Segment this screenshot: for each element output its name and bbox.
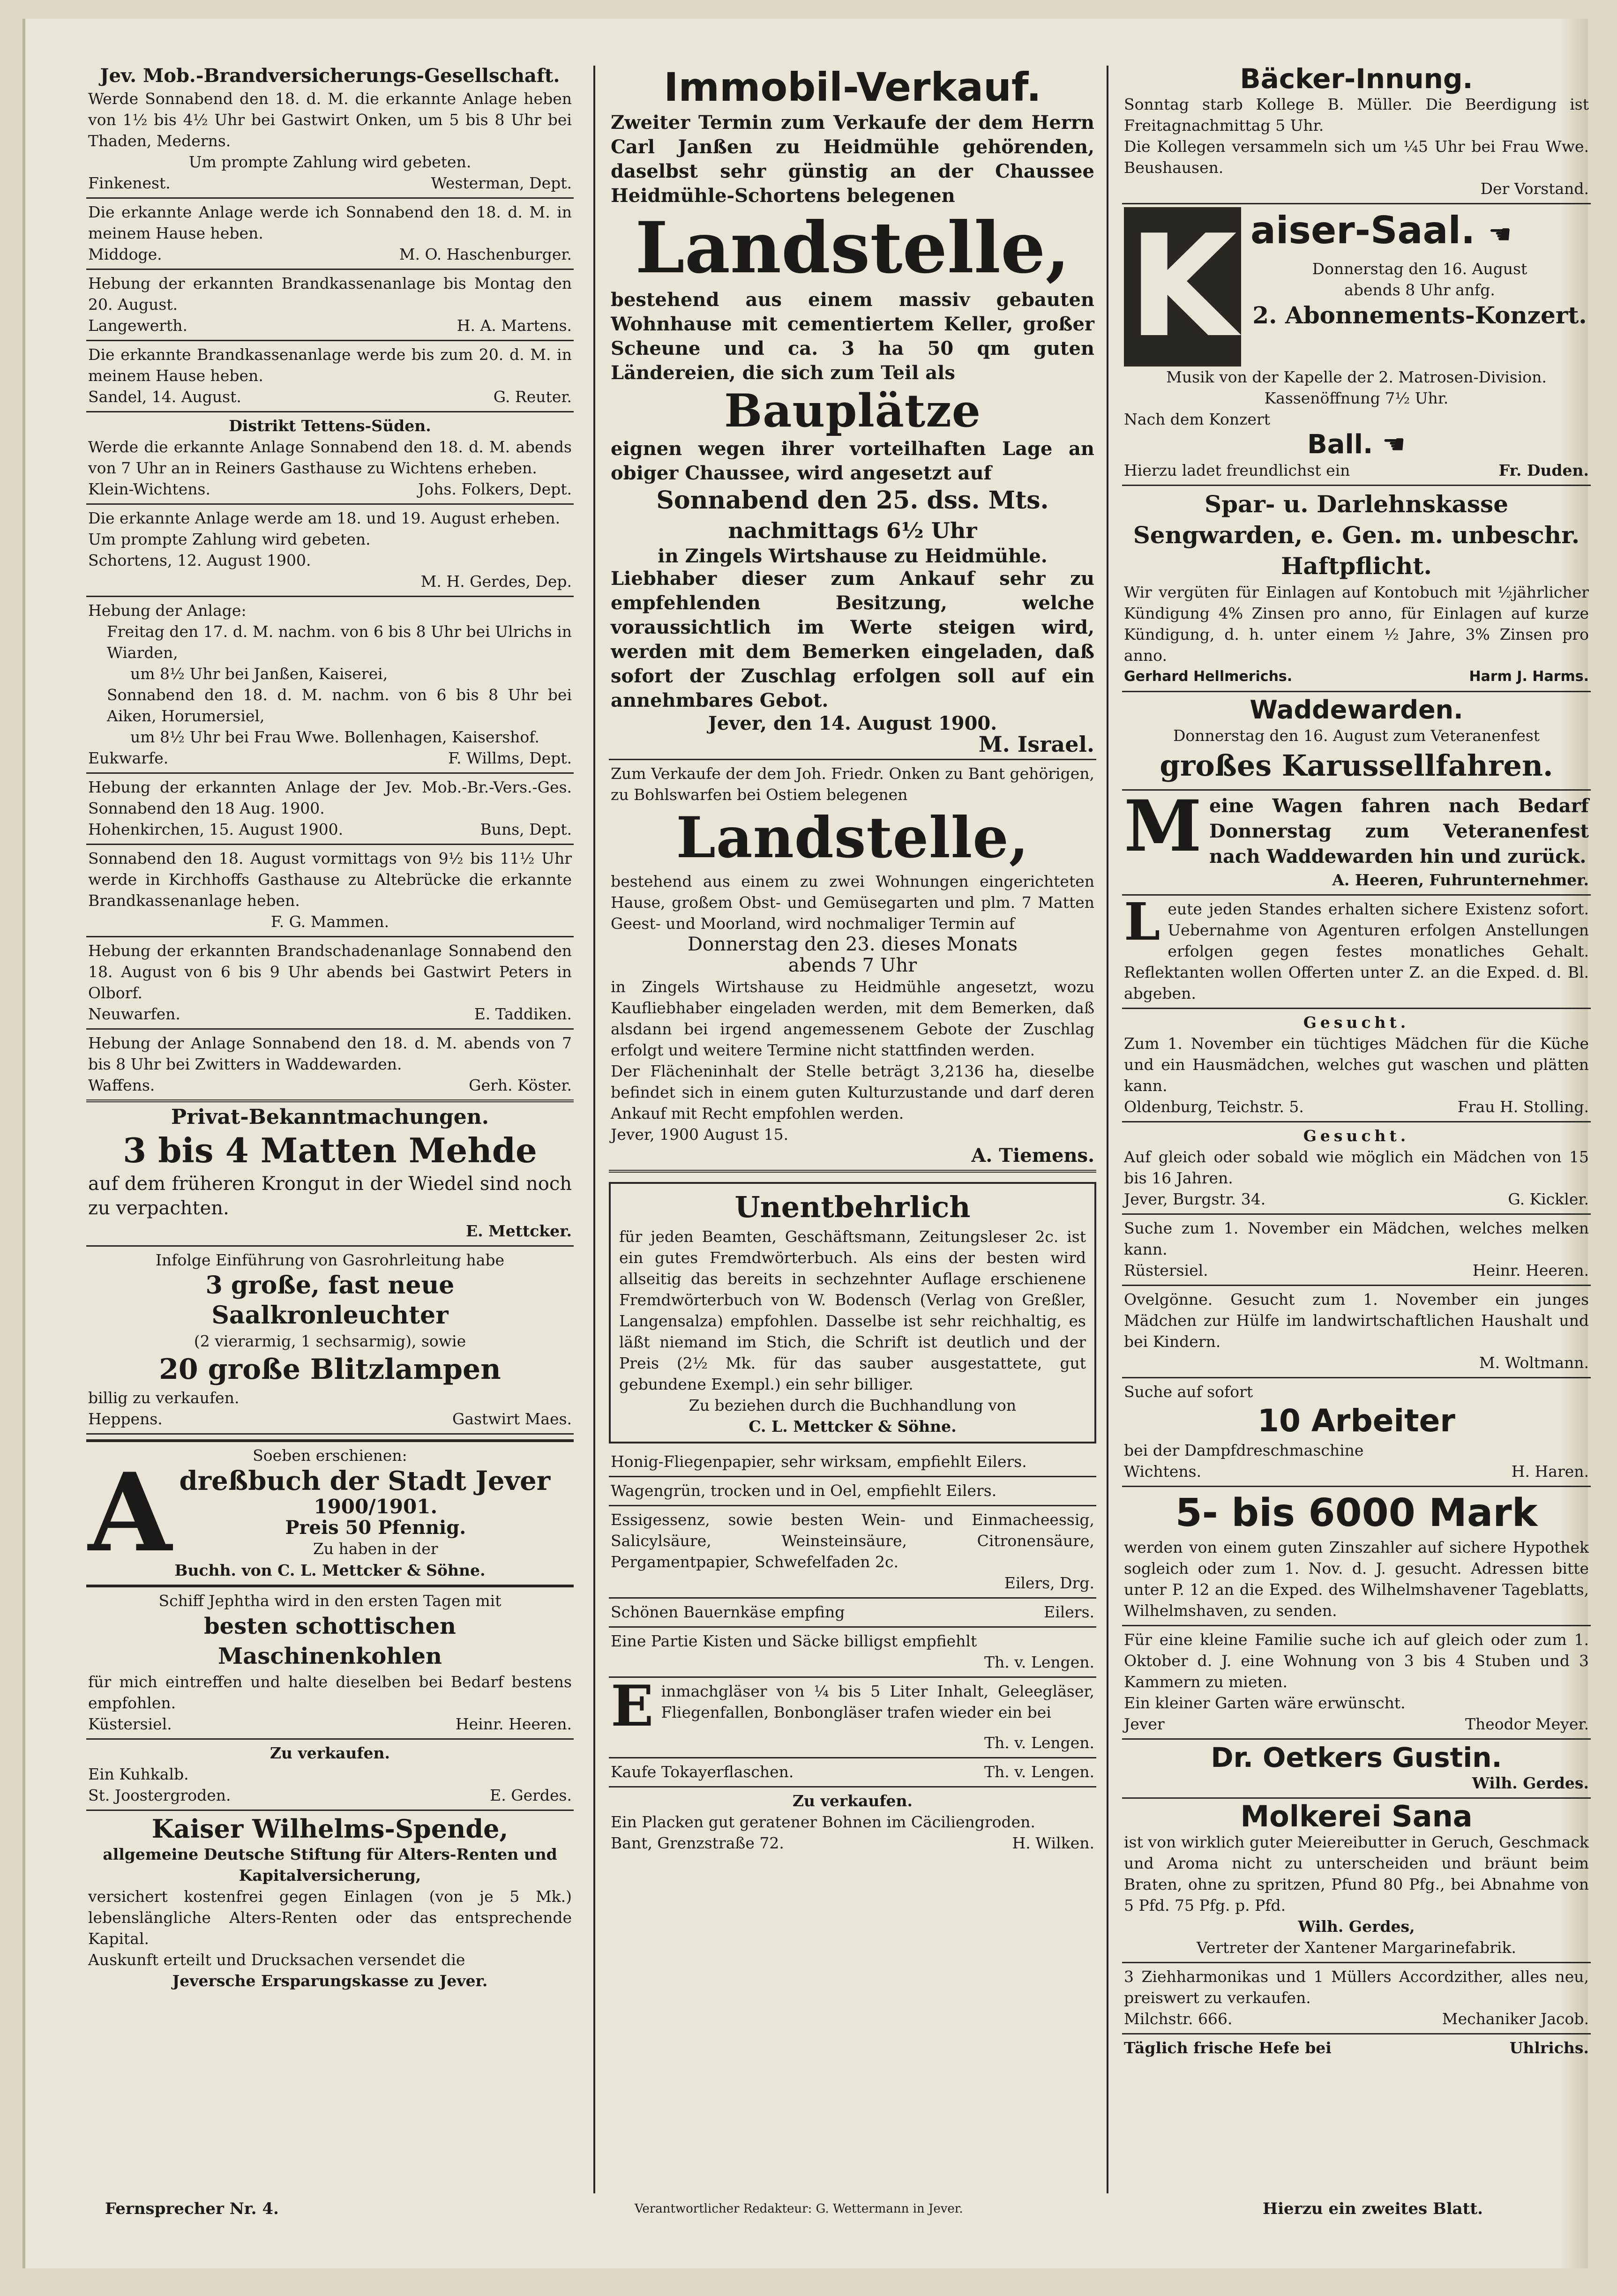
column-rule-1	[593, 66, 595, 2193]
ad-mehde	[86, 1102, 574, 1247]
ad-signature: Gerhard Hellmerichs. Harm J. Harms.	[1124, 668, 1589, 685]
ad-text: Wir vergüten für Einlagen auf Kontobuch mit ½jährlicher Kündigung 4% Zinsen pro anno, für Einlagen auf kurze Kündigung, d. h. unter einem ½ Jahre, 3% Zinsen pro anno.	[1124, 583, 1589, 665]
ad-existenz	[1122, 891, 1591, 1009]
ad-signature: Hierzu ladet freundlichst ein Fr. Duden.	[1124, 461, 1589, 479]
ad-hefe	[1122, 2034, 1591, 2062]
ad-name: F. G. Mammen.	[270, 912, 389, 931]
ad-signature: Heppens. Gastwirt Maes.	[88, 1410, 572, 1428]
ad-signature: Kaufe Tokayerflaschen. Th. v. Lengen.	[611, 1763, 1094, 1781]
ad-title: Zu verkaufen.	[270, 1744, 390, 1762]
ad-unentbehrlich	[609, 1182, 1096, 1443]
ad-name: M. Israel.	[978, 732, 1094, 757]
ad-text: auf dem früheren Krongut in der Wiedel sind noch zu verpachten.	[88, 1173, 572, 1219]
ad-big-bauplaetze: Bauplätze	[724, 384, 981, 437]
ad-title: Distrikt Tettens-Süden.	[229, 417, 431, 435]
ad-kisten-saecke	[609, 1628, 1096, 1678]
ad-sign-date: Jever, 1900 August 15.	[611, 1125, 789, 1144]
ad-text-2: Auskunft erteilt und Drucksachen versendet die	[88, 1951, 465, 1969]
ad-text: Eine Partie Kisten und Säcke billigst empfiehlt	[611, 1632, 977, 1650]
ad-name: M. Woltmann.	[1479, 1354, 1589, 1372]
ad-date: Schortens, 12. August 1900.	[88, 551, 311, 569]
ad-neuwarfen	[86, 937, 574, 1030]
ad-headline: Dr. Oetkers Gustin.	[1211, 1742, 1502, 1773]
ad-adressbuch	[86, 1439, 574, 1587]
ad-text: billig zu verkaufen.	[88, 1389, 240, 1407]
ad-avail: Zu haben in der	[313, 1540, 438, 1558]
column-middle	[609, 61, 1096, 2198]
ad-title: Jev. Mob.-Brandversicherungs-Gesellschaft.	[100, 65, 560, 87]
ad-title: Zu verkaufen.	[792, 1792, 913, 1810]
ad-text-3: Der Flächeninhalt der Stelle beträgt 3,2136 ha, dieselbe befindet sich in einem guten Kulturzustande und darf deren Ankauf mit Recht empfohlen werden.	[611, 1062, 1094, 1122]
drop-cap: M	[1124, 785, 1202, 868]
ad-headline: Bäcker-Innung.	[1240, 63, 1473, 95]
ad-text: Zum 1. November ein tüchtiges Mädchen für die Küche und ein Hausmädchen, welches gut waschen und plätten kann.	[1124, 1034, 1589, 1095]
ad-headline: dreßbuch der Stadt Jever	[179, 1466, 551, 1496]
ad-signature: Middoge. M. O. Haschenburger.	[88, 245, 572, 263]
ad-molkerei-sana	[1122, 1799, 1591, 1963]
ad-intro: Infolge Einführung von Gasrohrleitung habe	[155, 1251, 505, 1269]
ad-brandversicherung	[86, 61, 574, 199]
ad-ziehharmonikas	[1122, 1963, 1591, 2034]
ad-text: bestehend aus einem massiv gebauten Wohnhause mit cementiertem Keller, großer Scheune und ca. 3 ha 50 qm guten Ländereien, die sich zum Teil als	[611, 289, 1094, 384]
ad-headline: besten schottischen Maschinenkohlen	[204, 1613, 456, 1669]
ad-date: Donnerstag den 16. August	[1312, 260, 1527, 278]
ad-text-2: eignen wegen ihrer vorteilhaften Lage an obiger Chaussee, wird angesetzt auf	[611, 438, 1094, 484]
ad-signature: Bant, Grenzstraße 72. H. Wilken.	[611, 1834, 1094, 1852]
ad-signature: Neuwarfen. E. Taddiken.	[88, 1005, 572, 1023]
ad-text: Die erkannte Anlage werde ich Sonnabend den 18. d. M. in meinem Hause heben.	[88, 203, 572, 242]
ad-signature: Finkenest. Westerman, Dept.	[88, 174, 572, 192]
ad-date: Donnerstag den 23. dieses Monats	[687, 934, 1018, 955]
ad-text: werden von einem guten Zinszahler auf sichere Hypothek sogleich oder zum 1. Nov. d. J. gesucht. Adressen bitte unter P. 12 an die Exped. des Wilhelmshavener Tageblatts, Wilhelmshaven, zu senden.	[1124, 1538, 1589, 1620]
ad-signature: Klein-Wichtens. Johs. Folkers, Dept.	[88, 480, 572, 498]
ad-headline: Molkerei Sana	[1240, 1799, 1473, 1833]
ad-text-2: Zu beziehen durch die Buchhandlung von	[689, 1396, 1017, 1414]
ad-text: 3 Ziehharmonikas und 1 Müllers Accordzither, alles neu, preiswert zu verkaufen.	[1124, 1967, 1589, 2007]
ad-big-landstelle: Landstelle,	[676, 805, 1029, 871]
ad-shop: C. L. Mettcker & Söhne.	[749, 1417, 957, 1436]
ad-line: um 8½ Uhr bei Janßen, Kaiserei,	[130, 665, 388, 683]
ad-text: Hebung der erkannten Anlage der Jev. Mob.-Br.-Vers.-Ges. Sonnabend den 18 Aug. 1900.	[88, 778, 572, 817]
ad-note: Um prompte Zahlung wird gebeten.	[88, 530, 371, 548]
ad-wohnung	[1122, 1626, 1591, 1740]
ad-langewerth	[86, 270, 574, 341]
ad-text: Die erkannte Anlage werde am 18. und 19. August erheben.	[88, 509, 561, 527]
ad-text: Hebung der erkannten Brandkassenanlage bis Montag den 20. August.	[88, 274, 572, 314]
ad-baecker-innung	[1122, 61, 1591, 204]
ad-text: Ovelgönne. Gesucht zum 1. November ein junges Mädchen zur Hülfe im landwirtschaftlichen Haushalt und bei Kindern.	[1124, 1290, 1589, 1351]
ad-einmachglaeser	[609, 1673, 1096, 1758]
pointing-hand-icon: ☚	[1382, 429, 1406, 460]
ad-kronleuchter	[86, 1247, 574, 1435]
ad-line: Freitag den 17. d. M. nachm. von 6 bis 8 Uhr bei Ulrichs in Wiarden,	[107, 622, 572, 662]
ad-fliegenpapier	[609, 1448, 1096, 1477]
ad-wagengruen	[609, 1477, 1096, 1506]
drop-cap: L	[1124, 891, 1160, 952]
ad-hohenkirchen	[86, 774, 574, 845]
ad-text: Für eine kleine Familie suche ich auf gleich oder zum 1. Oktober d. J. eine Wohnung von 3 bis 4 Stuben und 3 Kammern zu mieten.	[1124, 1630, 1589, 1691]
ad-text: Wagengrün, trocken und in Oel, empfiehlt Eilers.	[611, 1481, 997, 1500]
pointing-hand-icon: ☚	[1488, 219, 1512, 250]
ad-name: Th. v. Lengen.	[984, 1653, 1094, 1671]
ad-kaiser-saal	[1122, 204, 1591, 486]
drop-cap: E	[611, 1673, 654, 1739]
ad-signature: St. Joostergroden. E. Gerdes.	[88, 1786, 572, 1804]
ad-doors: Kassenöffnung 7½ Uhr.	[1264, 389, 1449, 407]
ad-signature: Hohenkirchen, 15. August 1900. Buns, Dept.	[88, 820, 572, 838]
ad-signature: Milchstr. 666. Mechaniker Jacob.	[1124, 2010, 1589, 2028]
footer-telephone: Fernsprecher Nr. 4.	[105, 2199, 279, 2218]
ad-role: Vertreter der Xantener Margarinefabrik.	[1197, 1938, 1516, 1957]
ad-line: um 8½ Uhr bei Frau Wwe. Bollenhagen, Kaisershof.	[130, 728, 539, 746]
ad-text: Ein Placken gut geratener Bohnen im Cäciliengroden.	[611, 1813, 1035, 1831]
ad-name: Der Vorstand.	[1480, 179, 1589, 198]
ad-tokayerflaschen	[609, 1758, 1096, 1787]
ad-name: A. Heeren, Fuhrunternehmer.	[1332, 871, 1589, 889]
ad-signature: Langewerth. H. A. Martens.	[88, 316, 572, 335]
ad-text-3: Liebhaber dieser zum Ankauf sehr zu empfehlenden Besitzung, welche voraussichtlich im Werte steigen wird, werden mit dem Bemerken eingeladen, daß sofort der Zuschlag erfolgen soll auf ein annehmbares Gebot.	[611, 568, 1094, 711]
ad-oetker	[1122, 1740, 1591, 1799]
ad-text: ist von wirklich guter Meiereibutter in Geruch, Geschmack und Aroma nicht zu unterscheiden und bräunt beim Braten, ohne zu spritzen, Pfund 80 Pfg., bei Abnahme von 5 Pfd. 75 Pfg. p. Pfd.	[1124, 1833, 1589, 1915]
ad-place: in Zingels Wirtshause zu Heidmühle.	[658, 545, 1048, 567]
ad-year: 1900/1901.	[314, 1495, 438, 1518]
ad-intro: Zum Verkaufe der dem Joh. Friedr. Onken zu Bant gehörigen, zu Bohlswarfen bei Ostiem belegenen	[611, 764, 1094, 804]
ad-maschinenkohlen	[86, 1587, 574, 1740]
ad-time: abends 7 Uhr	[788, 955, 917, 976]
ad-text: bei der Dampfdreschmaschine	[1124, 1441, 1364, 1459]
ad-text: Hebung der Anlage Sonnabend den 18. d. M. abends von 7 bis 8 Uhr bei Zwitters in Waddewarden.	[88, 1034, 572, 1073]
ad-headline: Spar- u. Darlehnskasse Sengwarden, e. Gen. m. unbeschr. Haftpflicht.	[1133, 490, 1580, 580]
column-rule-2	[1107, 66, 1108, 2193]
ad-landstelle-bant	[609, 760, 1096, 1173]
section-heading: Privat-Bekanntmachungen.	[171, 1105, 489, 1129]
ad-text: für jeden Beamten, Geschäftsmann, Zeitungsleser 2c. ist ein gutes Fremdwörterbuch. Als eins der besten wird allseitig das bereits in sechzehnter Auflage erschienene Fremdwörterbuch von W. Bodensch (Verlag von Greßler, Langensalza) empfohlen. Dasselbe ist sehr reichhaltig, es läßt niemand im Stich, die Schrift ist deutlich und der Preis (2½ Mk. für das sauber ausgestattete, gut gebundene Exempl.) ein sehr billiger.	[619, 1227, 1086, 1393]
ad-name: E. Mettcker.	[466, 1222, 572, 1240]
ad-headline: 10 Arbeiter	[1258, 1403, 1455, 1439]
ad-text: für mich eintreffen und halte dieselben bei Bedarf bestens empfohlen.	[88, 1673, 572, 1712]
ad-headline: Kaiser Wilhelms-Spende,	[151, 1814, 509, 1844]
ad-music: Musik von der Kapelle der 2. Matrosen-Division.	[1166, 368, 1547, 386]
ad-text-2: in Zingels Wirtshause zu Heidmühle angesetzt, wozu Kaufliebhaber eingeladen werden, mit dem Bemerken, daß alsdann bei irgend angemessenem Gebote der Zuschlag erfolgt und weitere Termine nicht stattfinden werden.	[611, 978, 1094, 1059]
ad-intro: Suche auf sofort	[1124, 1383, 1253, 1401]
ad-intro: Soeben erschienen:	[253, 1446, 407, 1465]
ad-line: Sonnabend den 18. d. M. nachm. von 6 bis 8 Uhr bei Aiken, Horumersiel,	[107, 686, 572, 725]
ad-signature: Oldenburg, Teichstr. 5. Frau H. Stolling.	[1124, 1098, 1589, 1116]
ad-text-2: Ein kleiner Garten wäre erwünscht.	[1124, 1694, 1406, 1712]
ad-name: Wilh. Gerdes,	[1298, 1917, 1415, 1936]
ad-signature: Eukwarfe. F. Willms, Dept.	[88, 749, 572, 767]
ad-name: Th. v. Lengen.	[984, 1734, 1094, 1752]
ad-tettens	[86, 412, 574, 505]
ad-text: Suche zum 1. November ein Mädchen, welches melken kann.	[1124, 1219, 1589, 1258]
ad-big-landstelle: Landstelle,	[635, 207, 1070, 289]
ad-arbeiter	[1122, 1378, 1591, 1487]
ad-immobil-verkauf	[609, 61, 1096, 760]
ad-headline-2: 20 große Blitzlampen	[159, 1353, 501, 1386]
ad-gesucht-kueche	[1122, 1009, 1591, 1122]
ad-text: Honig-Fliegenpapier, sehr wirksam, empfiehlt Eilers.	[611, 1452, 1027, 1471]
ad-title: Hebung der Anlage:	[88, 601, 247, 620]
ad-wagen	[1122, 785, 1591, 896]
ad-time: nachmittags 6½ Uhr	[728, 518, 977, 543]
ad-text: Essigessenz, sowie besten Wein- und Einmacheessig, Salicylsäure, Weinsteinsäure, Citronensäure, Pergamentpapier, Schwefelfaden 2c.	[611, 1511, 1094, 1571]
footer-editor: Verantwortlicher Redakteur: G. Wettermann in Jever.	[635, 2202, 963, 2216]
ad-after: Nach dem Konzert	[1124, 410, 1271, 428]
ad-name: Wilh. Gerdes.	[1472, 1774, 1589, 1792]
ad-text: bestehend aus einem zu zwei Wohnungen eingerichteten Hause, großem Obst- und Gemüsegarten und plm. 7 Matten Geest- und Moorland, wird nochmaliger Termin auf	[611, 872, 1094, 933]
ad-event: 2. Abonnements-Konzert.	[1252, 301, 1587, 329]
ad-signature: Wichtens. H. Haren.	[1124, 1462, 1589, 1481]
ad-headline: 3 große, fast neue Saalkronleuchter	[205, 1271, 455, 1330]
ad-text: Sonnabend den 18. August vormittags von 9½ bis 11½ Uhr werde in Kirchhoffs Gasthause zu Altebrücke die erkannte Brandkassenanlage heben.	[88, 849, 572, 910]
ad-time: abends 8 Uhr anfg.	[1344, 281, 1495, 299]
ad-name: M. H. Gerdes, Dep.	[420, 572, 572, 591]
ad-sub: allgemeine Deutsche Stiftung für Alters-Renten und Kapitalversicherung,	[103, 1845, 557, 1885]
ad-signature: Jever, Burgstr. 34. G. Kickler.	[1124, 1190, 1589, 1208]
ad-text: Werde die erkannte Anlage Sonnabend den 18. d. M. abends von 7 Uhr an in Reiners Gasthause zu Wichtens erheben.	[88, 438, 572, 477]
ad-kuhkalb	[86, 1740, 574, 1811]
ad-signature: Rüstersiel. Heinr. Heeren.	[1124, 1261, 1589, 1279]
ad-title: Gesucht.	[1303, 1013, 1410, 1032]
drop-cap-k: K	[1124, 207, 1241, 366]
ad-hebung	[86, 597, 574, 774]
ad-date: Sonnabend den 25. dss. Mts.	[656, 486, 1049, 515]
ad-bank: Jeversche Ersparungskasse zu Jever.	[172, 1972, 488, 1990]
ad-ovelgoenne	[1122, 1286, 1591, 1378]
ad-ball: Ball. ☚	[1307, 429, 1406, 460]
ad-text: Die erkannte Brandkassenanlage werde bis zum 20. d. M. in meinem Hause heben.	[88, 345, 572, 385]
ad-note: Um prompte Zahlung wird gebeten.	[188, 153, 472, 171]
ad-shop: Buchh. von C. L. Mettcker & Söhne.	[174, 1561, 486, 1579]
ad-waddewarden	[1122, 692, 1591, 791]
ad-text: Donnerstag den 16. August zum Veteranenfest	[1173, 726, 1540, 745]
ad-text: eute jeden Standes erhalten sichere Existenz sofort. Uebernahme von Agenturen erfolgen Anstellungen erfolgen gegen festes monatliches Gehalt. Reflektanten wollen Offerten unter Z. an die Exped. d. Bl. abgeben.	[1124, 900, 1589, 1002]
ad-text: Auf gleich oder sobald wie möglich ein Mädchen von 15 bis 16 Jahren.	[1124, 1148, 1589, 1187]
ad-altebruecke	[86, 845, 574, 937]
ad-big: großes Karussellfahren.	[1160, 748, 1553, 783]
ad-text: Sonntag starb Kollege B. Müller. Die Beerdigung ist Freitagnachmittag 5 Uhr.	[1124, 95, 1589, 135]
ad-headline: 3 bis 4 Matten Mehde	[123, 1130, 537, 1170]
ad-signature: Sandel, 14. August. G. Reuter.	[88, 388, 572, 406]
ad-bohnen	[609, 1787, 1096, 1857]
footer-supplement: Hierzu ein zweites Blatt.	[1263, 2199, 1483, 2218]
ad-text: eine Wagen fahren nach Bedarf Donnerstag zum Veteranenfest nach Waddewarden hin und zurück.	[1209, 795, 1589, 868]
ad-headline: Waddewarden.	[1250, 695, 1463, 725]
ad-signature: Jever Theodor Meyer.	[1124, 1715, 1589, 1733]
ad-signature: Waffens. Gerh. Köster.	[88, 1076, 572, 1094]
ad-gesucht-maedchen	[1122, 1122, 1591, 1215]
ad-name: Eilers, Drg.	[1004, 1574, 1094, 1592]
ad-headline: Immobil-Verkauf.	[664, 64, 1041, 110]
ad-kaiser-wilhelms-spende	[86, 1811, 574, 1995]
ad-waddewarden-anlage	[86, 1030, 574, 1102]
ad-sign-date: Jever, den 14. August 1900.	[708, 712, 997, 734]
ad-schortens	[86, 505, 574, 597]
ad-text: Werde Sonnabend den 18. d. M. die erkannte Anlage heben von 1½ bis 4½ Uhr bei Gastwirt Onken, um 5 bis 8 Uhr bei Thaden, Mederns.	[88, 90, 572, 150]
ad-6000-mark	[1122, 1487, 1591, 1626]
ad-signature: Täglich frische Hefe bei Uhlrichs.	[1124, 2039, 1589, 2057]
ad-bauernkaese	[609, 1599, 1096, 1628]
ad-text-2: Die Kollegen versammeln sich um ¼5 Uhr bei Frau Wwe. Beushausen.	[1124, 137, 1589, 177]
ad-middoge	[86, 199, 574, 270]
column-right	[1122, 61, 1591, 2198]
newspaper-page	[22, 19, 1588, 2268]
ad-text: Ein Kuhkalb.	[88, 1765, 189, 1783]
column-left	[86, 61, 574, 2198]
ad-price: Preis 50 Pfennig.	[285, 1517, 466, 1539]
ad-essigessenz	[609, 1506, 1096, 1599]
ad-intro: Zweiter Termin zum Verkaufe der dem Herrn Carl Janßen zu Heidmühle gehörenden, daselbst sehr günstig an der Chaussee Heidmühle-Schortens belegenen	[611, 112, 1094, 207]
ad-signature: Küstersiel. Heinr. Heeren.	[88, 1715, 572, 1733]
ad-paren: (2 vierarmig, 1 sechsarmig), sowie	[194, 1332, 466, 1350]
ad-text: versichert kostenfrei gegen Einlagen (von je 5 Mk.) lebenslängliche Alters-Renten oder das entsprechende Kapital.	[88, 1887, 572, 1948]
ad-text: Hebung der erkannten Brandschadenanlage Sonnabend den 18. August von 6 bis 9 Uhr abends bei Gastwirt Peters in Olborf.	[88, 942, 572, 1002]
ad-intro: Schiff Jephtha wird in den ersten Tagen mit	[158, 1592, 502, 1610]
ad-text: inmachgläser von ¼ bis 5 Liter Inhalt, Geleegläser, Fliegenfallen, Bonbongläser trafen wieder ein bei	[661, 1682, 1094, 1721]
ad-title: Gesucht.	[1303, 1127, 1410, 1145]
ad-headline: aiser-Saal. ☚	[1250, 209, 1512, 252]
ad-signature: Schönen Bauernkäse empfing Eilers.	[611, 1603, 1094, 1621]
ad-name: A. Tiemens.	[971, 1144, 1094, 1167]
drop-cap: A	[88, 1450, 172, 1576]
ad-sparkasse	[1122, 486, 1591, 692]
ad-headline: Unentbehrlich	[734, 1190, 971, 1224]
ad-headline: 5- bis 6000 Mark	[1175, 1491, 1538, 1535]
ad-melken	[1122, 1215, 1591, 1286]
ad-sandel	[86, 341, 574, 412]
